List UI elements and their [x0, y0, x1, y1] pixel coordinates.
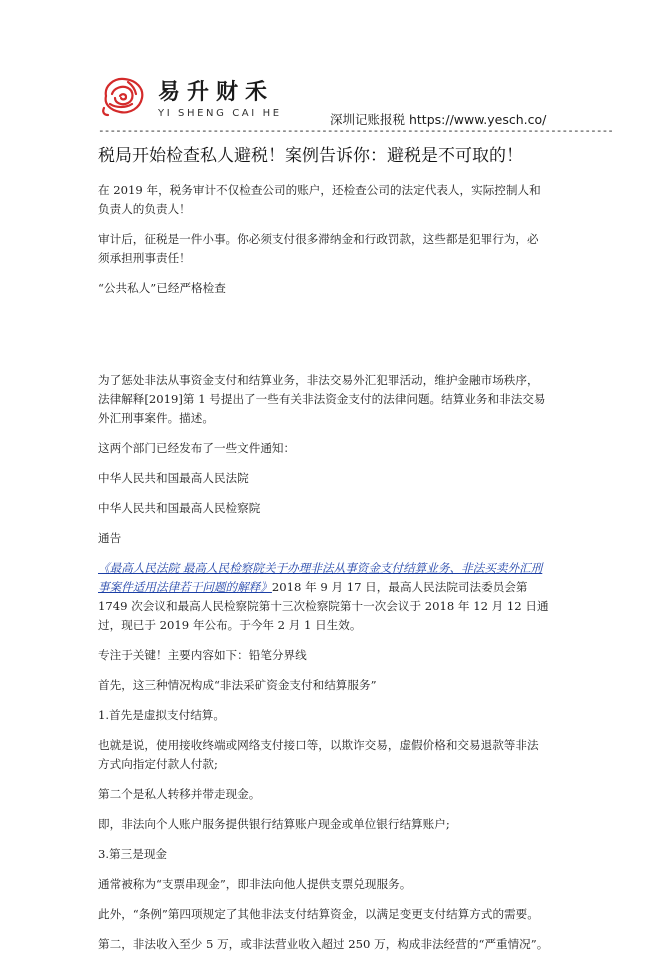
dashed-divider: ------------------------------------------------------------------------------------------	[98, 124, 614, 137]
paragraph: 为了惩处非法从事资金支付和结算业务，非法交易外汇犯罪活动，维护金融市场秩序，法律解释[2019]第 1 号提出了一些有关非法资金支付的法律问题。结算业务和非法交易外汇刑事案件。描述。	[98, 373, 546, 425]
paragraph: 这两个部门已经发布了一些文件通知：	[98, 441, 296, 455]
paragraph: 1.首先是虚拟支付结算。	[98, 708, 225, 722]
paragraph: 审计后，征税是一件小事。你必须支付很多滞纳金和行政罚款，这些都是犯罪行为，必须承担刑事责任！	[98, 232, 539, 265]
brand	[158, 81, 282, 119]
brand-name-cn: 易升财禾	[158, 80, 275, 105]
regulation-link[interactable]: 《最高人民法院 最高人民检察院关于办理非法从事资金支付结算业务、非法买卖外汇刑事案件适用法律若干问题的解释》	[98, 561, 543, 594]
yisheng-logo-icon	[98, 74, 150, 118]
paragraph: 第二，非法收入至少 5 万，或非法营业收入超过 250 万，构成非法经营的“严重情况”。	[98, 937, 549, 951]
paragraph: 在 2019 年，税务审计不仅检查公司的账户，还检查公司的法定代表人，实际控制人和负责人的负责人！	[98, 183, 541, 216]
article-title: 税局开始检查私人避税！案例告诉你：避税是不可取的！	[98, 146, 523, 166]
paragraph: 中华人民共和国最高人民法院	[98, 471, 249, 485]
image-placeholder	[98, 309, 550, 371]
paragraph: 第二个是私人转移并带走现金。	[98, 787, 261, 801]
article-body	[98, 143, 550, 965]
paragraph-with-link	[98, 559, 550, 635]
paragraph: 专注于关键！主要内容如下：铅笔分界线	[98, 648, 307, 662]
paragraph: 也就是说，使用接收终端或网络支付接口等，以欺诈交易，虚假价格和交易退款等非法方式向指定付款人付款;	[98, 738, 539, 771]
page-header	[0, 0, 650, 137]
paragraph: 通常被称为“支票串现金”，即非法向他人提供支票兑现服务。	[98, 877, 412, 891]
paragraph: 即，非法向个人账户服务提供银行结算账户现金或单位银行结算账户;	[98, 817, 450, 831]
paragraph: 通告	[98, 531, 122, 545]
paragraph: 此外，“条例”第四项规定了其他非法支付结算资金，以满足变更支付结算方式的需要。	[98, 907, 539, 921]
paragraph: “公共私人”已经严格检查	[98, 281, 226, 295]
brand-name-en: YI SHENG CAI HE	[158, 108, 282, 119]
paragraph: 3.第三是现金	[98, 847, 168, 861]
paragraph-text: 2018 年 9 月 17 日，最高人民法院司法委员会第 1749 次会议和最高人民检察院第十三次检察院第十一次会议于 2018 年 12 月 12 日通过，现已于 2019 年公布。于今年 2 月 1 日生效。	[98, 580, 549, 632]
header-tagline-link[interactable]: 深圳记账报税 https://www.yesch.co/	[330, 112, 547, 127]
paragraph: 首先，这三种情况构成“非法采矿资金支付和结算服务”	[98, 678, 377, 692]
paragraph: 中华人民共和国最高人民检察院	[98, 501, 261, 515]
